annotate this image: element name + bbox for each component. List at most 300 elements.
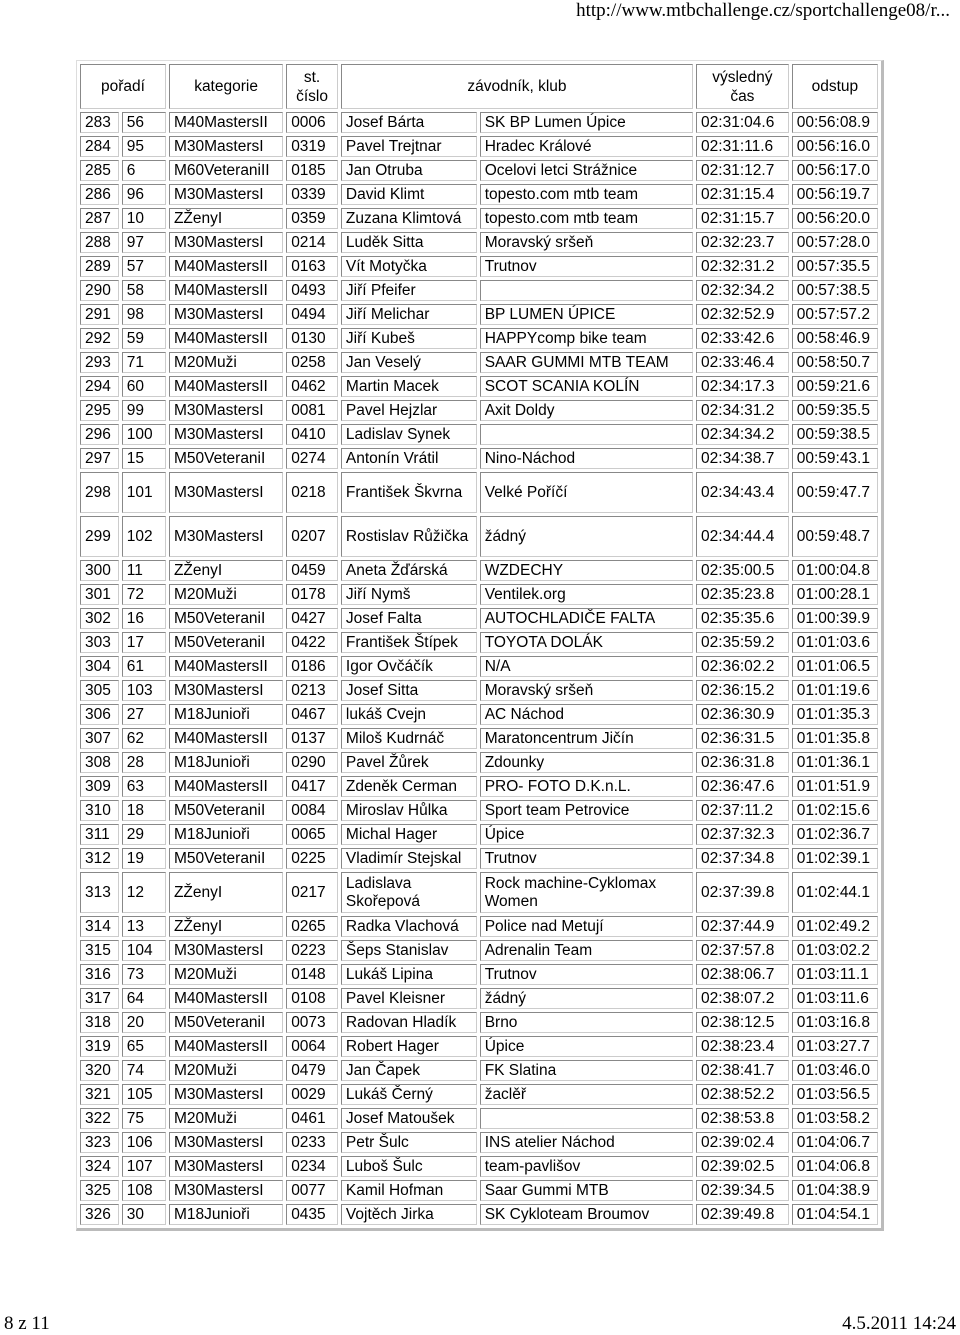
start-number-cell: 0359 xyxy=(286,208,338,229)
final-time-cell: 02:31:04.6 xyxy=(696,112,789,133)
final-time-cell: 02:37:39.8 xyxy=(696,872,789,913)
club-cell: žaclěř xyxy=(480,1084,693,1105)
overall-rank-cell: 287 xyxy=(80,208,119,229)
rider-name-cell: Jiří Nymš xyxy=(341,584,477,605)
start-number-cell: 0493 xyxy=(286,280,338,301)
table-row xyxy=(80,400,878,421)
gap-cell: 00:59:38.5 xyxy=(792,424,878,445)
col-header-final-time: výsledný čas xyxy=(696,64,789,109)
gap-cell: 01:04:38.9 xyxy=(792,1180,878,1201)
category-cell: M30MastersI xyxy=(169,424,283,445)
gap-cell: 00:58:46.9 xyxy=(792,328,878,349)
start-number-cell: 0258 xyxy=(286,352,338,373)
rider-name-cell: Zdeněk Cerman xyxy=(341,776,477,797)
final-time-cell: 02:32:52.9 xyxy=(696,304,789,325)
rider-name-cell: Jan Otruba xyxy=(341,160,477,181)
gap-cell: 01:03:02.2 xyxy=(792,940,878,961)
final-time-cell: 02:35:59.2 xyxy=(696,632,789,653)
category-rank-cell: 12 xyxy=(122,872,166,913)
col-header-gap: odstup xyxy=(792,64,878,109)
category-rank-cell: 72 xyxy=(122,584,166,605)
club-cell xyxy=(480,280,693,301)
rider-name-cell: Aneta Žďárská xyxy=(341,560,477,581)
overall-rank-cell: 320 xyxy=(80,1060,119,1081)
final-time-cell: 02:34:43.4 xyxy=(696,472,789,513)
start-number-cell: 0339 xyxy=(286,184,338,205)
results-table-wrapper xyxy=(76,60,884,1231)
rider-name-cell: Radka Vlachová xyxy=(341,916,477,937)
table-row xyxy=(80,704,878,725)
table-row xyxy=(80,848,878,869)
rider-name-cell: Pavel Žůrek xyxy=(341,752,477,773)
category-cell: M30MastersI xyxy=(169,184,283,205)
final-time-cell: 02:36:31.5 xyxy=(696,728,789,749)
start-number-cell: 0065 xyxy=(286,824,338,845)
category-rank-cell: 98 xyxy=(122,304,166,325)
rider-name-cell: Jiří Pfeifer xyxy=(341,280,477,301)
gap-cell: 00:59:21.6 xyxy=(792,376,878,397)
overall-rank-cell: 324 xyxy=(80,1156,119,1177)
final-time-cell: 02:32:23.7 xyxy=(696,232,789,253)
gap-cell: 01:01:19.6 xyxy=(792,680,878,701)
category-rank-cell: 106 xyxy=(122,1132,166,1153)
category-cell: M18Junioři xyxy=(169,752,283,773)
start-number-cell: 0223 xyxy=(286,940,338,961)
category-cell: M20Muži xyxy=(169,1060,283,1081)
overall-rank-cell: 317 xyxy=(80,988,119,1009)
category-rank-cell: 108 xyxy=(122,1180,166,1201)
category-rank-cell: 58 xyxy=(122,280,166,301)
final-time-cell: 02:39:34.5 xyxy=(696,1180,789,1201)
table-row xyxy=(80,1156,878,1177)
category-cell: M40MastersII xyxy=(169,280,283,301)
start-number-cell: 0410 xyxy=(286,424,338,445)
start-number-cell: 0417 xyxy=(286,776,338,797)
start-number-cell: 0217 xyxy=(286,872,338,913)
category-cell: M30MastersI xyxy=(169,1132,283,1153)
category-cell: M40MastersII xyxy=(169,112,283,133)
gap-cell: 01:03:11.6 xyxy=(792,988,878,1009)
overall-rank-cell: 294 xyxy=(80,376,119,397)
category-rank-cell: 11 xyxy=(122,560,166,581)
table-row xyxy=(80,1084,878,1105)
start-number-cell: 0290 xyxy=(286,752,338,773)
category-rank-cell: 16 xyxy=(122,608,166,629)
rider-name-cell: Luboš Šulc xyxy=(341,1156,477,1177)
gap-cell: 01:04:06.7 xyxy=(792,1132,878,1153)
overall-rank-cell: 313 xyxy=(80,872,119,913)
rider-name-cell: Pavel Kleisner xyxy=(341,988,477,1009)
overall-rank-cell: 315 xyxy=(80,940,119,961)
category-cell: M30MastersI xyxy=(169,516,283,557)
rider-name-cell: Vojtěch Jirka xyxy=(341,1204,477,1225)
final-time-cell: 02:39:02.5 xyxy=(696,1156,789,1177)
rider-name-cell: Šeps Stanislav xyxy=(341,940,477,961)
category-cell: M40MastersII xyxy=(169,1036,283,1057)
final-time-cell: 02:36:02.2 xyxy=(696,656,789,677)
club-cell: team-pavlišov xyxy=(480,1156,693,1177)
start-number-cell: 0214 xyxy=(286,232,338,253)
col-header-rank: pořadí xyxy=(80,64,166,109)
overall-rank-cell: 307 xyxy=(80,728,119,749)
gap-cell: 00:58:50.7 xyxy=(792,352,878,373)
gap-cell: 01:00:28.1 xyxy=(792,584,878,605)
start-number-cell: 0148 xyxy=(286,964,338,985)
category-rank-cell: 15 xyxy=(122,448,166,469)
gap-cell: 00:56:20.0 xyxy=(792,208,878,229)
overall-rank-cell: 312 xyxy=(80,848,119,869)
category-rank-cell: 28 xyxy=(122,752,166,773)
club-cell: Ventilek.org xyxy=(480,584,693,605)
table-row xyxy=(80,160,878,181)
col-header-category: kategorie xyxy=(169,64,283,109)
club-cell: Úpice xyxy=(480,1036,693,1057)
overall-rank-cell: 295 xyxy=(80,400,119,421)
gap-cell: 01:00:39.9 xyxy=(792,608,878,629)
table-row xyxy=(80,448,878,469)
rider-name-cell: David Klimt xyxy=(341,184,477,205)
overall-rank-cell: 300 xyxy=(80,560,119,581)
start-number-cell: 0077 xyxy=(286,1180,338,1201)
rider-name-cell: Josef Matoušek xyxy=(341,1108,477,1129)
final-time-cell: 02:39:49.8 xyxy=(696,1204,789,1225)
rider-name-cell: Ladislav Synek xyxy=(341,424,477,445)
category-cell: M18Junioři xyxy=(169,824,283,845)
final-time-cell: 02:32:31.2 xyxy=(696,256,789,277)
table-row xyxy=(80,1108,878,1129)
category-cell: M40MastersII xyxy=(169,376,283,397)
club-cell: N/A xyxy=(480,656,693,677)
gap-cell: 01:04:54.1 xyxy=(792,1204,878,1225)
club-cell: HAPPYcomp bike team xyxy=(480,328,693,349)
category-cell: M30MastersI xyxy=(169,1156,283,1177)
category-cell: M50VeteraniI xyxy=(169,448,283,469)
category-rank-cell: 61 xyxy=(122,656,166,677)
category-rank-cell: 18 xyxy=(122,800,166,821)
start-number-cell: 0029 xyxy=(286,1084,338,1105)
start-number-cell: 0163 xyxy=(286,256,338,277)
final-time-cell: 02:38:53.8 xyxy=(696,1108,789,1129)
club-cell: AUTOCHLADIČE FALTA xyxy=(480,608,693,629)
final-time-cell: 02:36:31.8 xyxy=(696,752,789,773)
start-number-cell: 0459 xyxy=(286,560,338,581)
overall-rank-cell: 293 xyxy=(80,352,119,373)
gap-cell: 01:01:03.6 xyxy=(792,632,878,653)
club-cell: Trutnov xyxy=(480,256,693,277)
final-time-cell: 02:36:47.6 xyxy=(696,776,789,797)
overall-rank-cell: 298 xyxy=(80,472,119,513)
category-cell: M40MastersII xyxy=(169,328,283,349)
overall-rank-cell: 303 xyxy=(80,632,119,653)
club-cell xyxy=(480,1108,693,1129)
table-row xyxy=(80,1060,878,1081)
club-cell: Adrenalin Team xyxy=(480,940,693,961)
gap-cell: 01:01:36.1 xyxy=(792,752,878,773)
rider-name-cell: Rostislav Růžička xyxy=(341,516,477,557)
rider-name-cell: Martin Macek xyxy=(341,376,477,397)
rider-name-cell: Pavel Hejzlar xyxy=(341,400,477,421)
gap-cell: 01:02:39.1 xyxy=(792,848,878,869)
start-number-cell: 0461 xyxy=(286,1108,338,1129)
overall-rank-cell: 284 xyxy=(80,136,119,157)
final-time-cell: 02:34:31.2 xyxy=(696,400,789,421)
category-rank-cell: 59 xyxy=(122,328,166,349)
category-rank-cell: 97 xyxy=(122,232,166,253)
club-cell: Brno xyxy=(480,1012,693,1033)
table-row xyxy=(80,824,878,845)
club-cell: Moravský sršeň xyxy=(480,232,693,253)
overall-rank-cell: 288 xyxy=(80,232,119,253)
gap-cell: 01:03:11.1 xyxy=(792,964,878,985)
final-time-cell: 02:31:15.7 xyxy=(696,208,789,229)
results-table xyxy=(76,60,884,1231)
club-cell: AC Náchod xyxy=(480,704,693,725)
gap-cell: 01:03:56.5 xyxy=(792,1084,878,1105)
start-number-cell: 0081 xyxy=(286,400,338,421)
print-datetime: 4.5.2011 14:24 xyxy=(842,1313,956,1334)
gap-cell: 00:57:35.5 xyxy=(792,256,878,277)
category-cell: M40MastersII xyxy=(169,656,283,677)
final-time-cell: 02:38:23.4 xyxy=(696,1036,789,1057)
final-time-cell: 02:39:02.4 xyxy=(696,1132,789,1153)
gap-cell: 00:59:47.7 xyxy=(792,472,878,513)
club-cell: Moravský sršeň xyxy=(480,680,693,701)
start-number-cell: 0494 xyxy=(286,304,338,325)
rider-name-cell: Jan Veselý xyxy=(341,352,477,373)
overall-rank-cell: 285 xyxy=(80,160,119,181)
start-number-cell: 0006 xyxy=(286,112,338,133)
final-time-cell: 02:36:15.2 xyxy=(696,680,789,701)
club-cell xyxy=(480,424,693,445)
rider-name-cell: Robert Hager xyxy=(341,1036,477,1057)
final-time-cell: 02:34:34.2 xyxy=(696,424,789,445)
overall-rank-cell: 299 xyxy=(80,516,119,557)
category-cell: ZŽenyI xyxy=(169,872,283,913)
table-row xyxy=(80,560,878,581)
category-rank-cell: 100 xyxy=(122,424,166,445)
club-cell: žádný xyxy=(480,516,693,557)
rider-name-cell: Luděk Sitta xyxy=(341,232,477,253)
final-time-cell: 02:38:41.7 xyxy=(696,1060,789,1081)
table-row xyxy=(80,376,878,397)
category-cell: M50VeteraniI xyxy=(169,608,283,629)
category-cell: M40MastersII xyxy=(169,988,283,1009)
final-time-cell: 02:31:15.4 xyxy=(696,184,789,205)
category-rank-cell: 63 xyxy=(122,776,166,797)
club-cell: Trutnov xyxy=(480,964,693,985)
category-rank-cell: 107 xyxy=(122,1156,166,1177)
category-cell: M30MastersI xyxy=(169,232,283,253)
final-time-cell: 02:34:17.3 xyxy=(696,376,789,397)
rider-name-cell: Josef Sitta xyxy=(341,680,477,701)
club-cell: SK BP Lumen Úpice xyxy=(480,112,693,133)
category-rank-cell: 105 xyxy=(122,1084,166,1105)
category-rank-cell: 95 xyxy=(122,136,166,157)
overall-rank-cell: 309 xyxy=(80,776,119,797)
category-rank-cell: 60 xyxy=(122,376,166,397)
overall-rank-cell: 290 xyxy=(80,280,119,301)
table-row xyxy=(80,304,878,325)
rider-name-cell: Ladislava Skořepová xyxy=(341,872,477,913)
overall-rank-cell: 318 xyxy=(80,1012,119,1033)
rider-name-cell: Kamil Hofman xyxy=(341,1180,477,1201)
category-cell: M40MastersII xyxy=(169,256,283,277)
overall-rank-cell: 306 xyxy=(80,704,119,725)
gap-cell: 00:57:57.2 xyxy=(792,304,878,325)
gap-cell: 00:56:17.0 xyxy=(792,160,878,181)
category-cell: ZŽenyI xyxy=(169,560,283,581)
club-cell: Ocelovi letci Strážnice xyxy=(480,160,693,181)
category-cell: M50VeteraniI xyxy=(169,1012,283,1033)
rider-name-cell: Jiří Melichar xyxy=(341,304,477,325)
rider-name-cell: Michal Hager xyxy=(341,824,477,845)
category-cell: M30MastersI xyxy=(169,1180,283,1201)
club-cell: Police nad Metují xyxy=(480,916,693,937)
start-number-cell: 0427 xyxy=(286,608,338,629)
final-time-cell: 02:35:35.6 xyxy=(696,608,789,629)
table-row xyxy=(80,256,878,277)
rider-name-cell: Lukáš Černý xyxy=(341,1084,477,1105)
final-time-cell: 02:37:34.8 xyxy=(696,848,789,869)
club-cell: Zdounky xyxy=(480,752,693,773)
category-cell: M60VeteraniII xyxy=(169,160,283,181)
table-row xyxy=(80,112,878,133)
start-number-cell: 0265 xyxy=(286,916,338,937)
gap-cell: 00:56:16.0 xyxy=(792,136,878,157)
table-row xyxy=(80,232,878,253)
start-number-cell: 0186 xyxy=(286,656,338,677)
category-rank-cell: 57 xyxy=(122,256,166,277)
gap-cell: 00:59:43.1 xyxy=(792,448,878,469)
rider-name-cell: Petr Šulc xyxy=(341,1132,477,1153)
table-row xyxy=(80,1132,878,1153)
category-cell: M50VeteraniI xyxy=(169,632,283,653)
category-rank-cell: 30 xyxy=(122,1204,166,1225)
rider-name-cell: Josef Falta xyxy=(341,608,477,629)
final-time-cell: 02:38:07.2 xyxy=(696,988,789,1009)
overall-rank-cell: 322 xyxy=(80,1108,119,1129)
category-cell: M20Muži xyxy=(169,964,283,985)
rider-name-cell: Jiří Kubeš xyxy=(341,328,477,349)
header-row xyxy=(80,64,878,109)
overall-rank-cell: 304 xyxy=(80,656,119,677)
table-row xyxy=(80,584,878,605)
club-cell: topesto.com mtb team xyxy=(480,208,693,229)
table-row xyxy=(80,184,878,205)
overall-rank-cell: 289 xyxy=(80,256,119,277)
final-time-cell: 02:37:57.8 xyxy=(696,940,789,961)
gap-cell: 01:01:35.8 xyxy=(792,728,878,749)
overall-rank-cell: 301 xyxy=(80,584,119,605)
category-rank-cell: 103 xyxy=(122,680,166,701)
category-rank-cell: 73 xyxy=(122,964,166,985)
rider-name-cell: Josef Bárta xyxy=(341,112,477,133)
final-time-cell: 02:32:34.2 xyxy=(696,280,789,301)
start-number-cell: 0130 xyxy=(286,328,338,349)
start-number-cell: 0225 xyxy=(286,848,338,869)
final-time-cell: 02:37:32.3 xyxy=(696,824,789,845)
start-number-cell: 0178 xyxy=(286,584,338,605)
gap-cell: 01:02:15.6 xyxy=(792,800,878,821)
col-header-start-number: st. číslo xyxy=(286,64,338,109)
gap-cell: 01:02:49.2 xyxy=(792,916,878,937)
category-cell: M20Muži xyxy=(169,352,283,373)
table-row xyxy=(80,656,878,677)
table-row xyxy=(80,964,878,985)
overall-rank-cell: 326 xyxy=(80,1204,119,1225)
start-number-cell: 0462 xyxy=(286,376,338,397)
final-time-cell: 02:34:44.4 xyxy=(696,516,789,557)
final-time-cell: 02:31:11.6 xyxy=(696,136,789,157)
category-rank-cell: 65 xyxy=(122,1036,166,1057)
rider-name-cell: Vít Motyčka xyxy=(341,256,477,277)
category-rank-cell: 20 xyxy=(122,1012,166,1033)
category-rank-cell: 75 xyxy=(122,1108,166,1129)
gap-cell: 01:04:06.8 xyxy=(792,1156,878,1177)
start-number-cell: 0319 xyxy=(286,136,338,157)
final-time-cell: 02:33:46.4 xyxy=(696,352,789,373)
club-cell: PRO- FOTO D.K.n.L. xyxy=(480,776,693,797)
club-cell: Velké Poříčí xyxy=(480,472,693,513)
club-cell: Axit Doldy xyxy=(480,400,693,421)
start-number-cell: 0435 xyxy=(286,1204,338,1225)
category-cell: M30MastersI xyxy=(169,940,283,961)
start-number-cell: 0064 xyxy=(286,1036,338,1057)
final-time-cell: 02:38:06.7 xyxy=(696,964,789,985)
table-row xyxy=(80,1036,878,1057)
table-row xyxy=(80,728,878,749)
category-cell: M20Muži xyxy=(169,584,283,605)
table-row xyxy=(80,328,878,349)
overall-rank-cell: 291 xyxy=(80,304,119,325)
page-counter: 8 z 11 xyxy=(4,1313,50,1334)
category-cell: M40MastersII xyxy=(169,728,283,749)
overall-rank-cell: 321 xyxy=(80,1084,119,1105)
category-cell: M30MastersI xyxy=(169,400,283,421)
start-number-cell: 0234 xyxy=(286,1156,338,1177)
final-time-cell: 02:35:00.5 xyxy=(696,560,789,581)
category-rank-cell: 96 xyxy=(122,184,166,205)
table-row xyxy=(80,136,878,157)
overall-rank-cell: 302 xyxy=(80,608,119,629)
rider-name-cell: Lukáš Lipina xyxy=(341,964,477,985)
overall-rank-cell: 310 xyxy=(80,800,119,821)
club-cell: FK Slatina xyxy=(480,1060,693,1081)
gap-cell: 01:02:44.1 xyxy=(792,872,878,913)
results-body xyxy=(80,112,878,1225)
start-number-cell: 0185 xyxy=(286,160,338,181)
final-time-cell: 02:36:30.9 xyxy=(696,704,789,725)
final-time-cell: 02:38:52.2 xyxy=(696,1084,789,1105)
club-cell: INS atelier Náchod xyxy=(480,1132,693,1153)
col-header-rider-club: závodník, klub xyxy=(341,64,693,109)
overall-rank-cell: 314 xyxy=(80,916,119,937)
final-time-cell: 02:37:44.9 xyxy=(696,916,789,937)
rider-name-cell: Miloš Kudrnáč xyxy=(341,728,477,749)
overall-rank-cell: 316 xyxy=(80,964,119,985)
final-time-cell: 02:37:11.2 xyxy=(696,800,789,821)
category-rank-cell: 17 xyxy=(122,632,166,653)
gap-cell: 01:02:36.7 xyxy=(792,824,878,845)
table-row xyxy=(80,208,878,229)
category-cell: M20Muži xyxy=(169,1108,283,1129)
start-number-cell: 0467 xyxy=(286,704,338,725)
rider-name-cell: Pavel Trejtnar xyxy=(341,136,477,157)
overall-rank-cell: 311 xyxy=(80,824,119,845)
category-rank-cell: 102 xyxy=(122,516,166,557)
table-row xyxy=(80,988,878,1009)
gap-cell: 01:01:35.3 xyxy=(792,704,878,725)
